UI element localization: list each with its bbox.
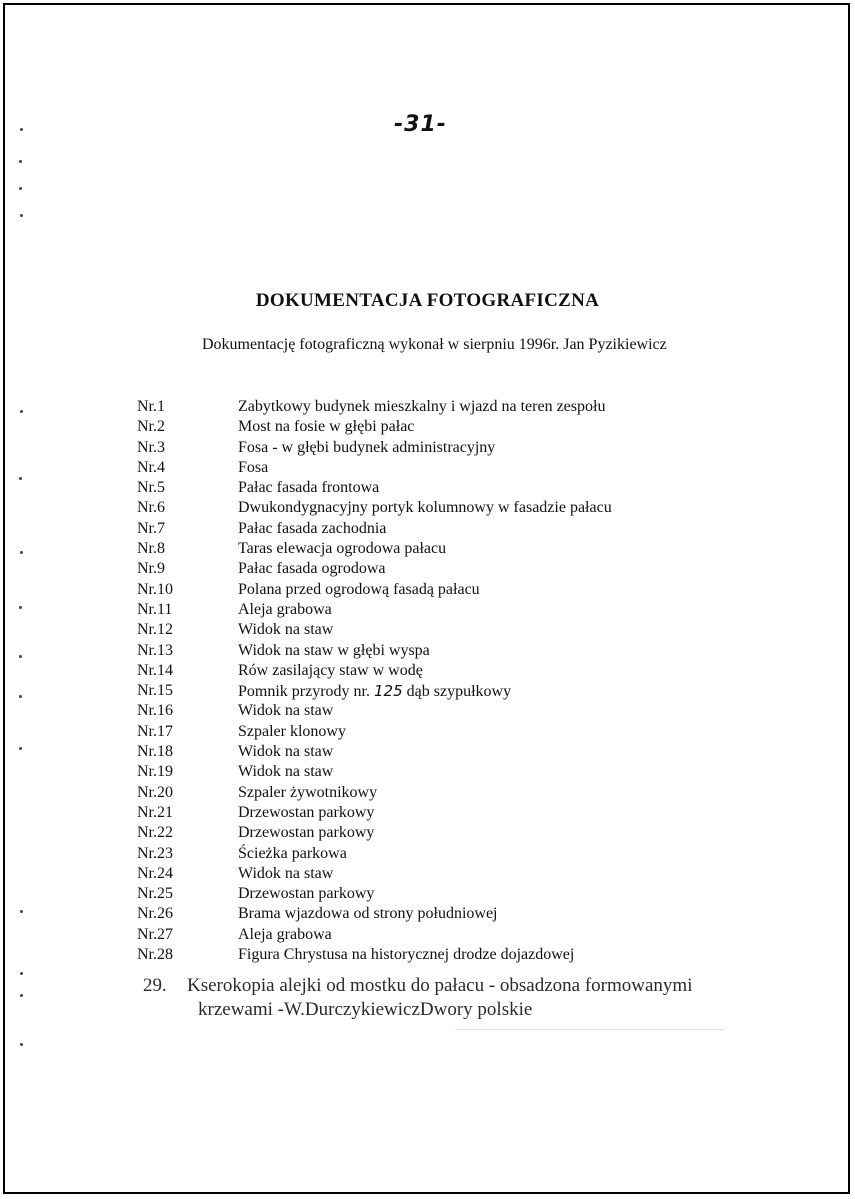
photo-description: Most na fosie w głębi pałac [238, 418, 415, 436]
photo-number: Nr.7 [137, 519, 165, 537]
photo-description: Szpaler klonowy [238, 722, 346, 740]
photo-entry [137, 458, 757, 478]
photo-number: Nr.1 [137, 398, 165, 415]
scan-speck [20, 994, 23, 997]
photo-entry [137, 397, 757, 417]
photo-description: Brama wjazdowa od strony południowej [238, 905, 498, 923]
photo-entry [137, 884, 757, 904]
photo-number: Nr.26 [137, 905, 173, 923]
photo-number: Nr.24 [137, 864, 173, 882]
photo-number: Nr.14 [137, 661, 173, 679]
photo-entry [137, 925, 757, 945]
photo-description: Aleja grabowa [238, 925, 332, 943]
scan-speck [19, 187, 22, 190]
photo-entry [137, 519, 757, 539]
photo-description: Fosa [238, 458, 269, 476]
photo-number: Nr.23 [137, 844, 173, 862]
photo-entry [137, 701, 757, 721]
photo-number: Nr.6 [137, 499, 165, 517]
scan-speck [20, 1043, 23, 1046]
scan-speck [20, 128, 23, 131]
page-number: -31- [394, 112, 447, 137]
photo-description: Szpaler żywotnikowy [238, 783, 378, 801]
photo-number: Nr.4 [137, 458, 165, 476]
photo-description: Rów zasilający staw w wodę [238, 661, 423, 679]
photo-description: Widok na staw w głębi wyspa [238, 641, 430, 659]
photo-description: Pałac fasada ogrodowa [238, 560, 386, 578]
photo-entry [137, 641, 757, 661]
scan-speck [19, 477, 22, 480]
photo-number: Nr.16 [137, 702, 173, 720]
handwritten-number: 125 [374, 682, 403, 701]
photo-number: Nr.22 [137, 824, 173, 842]
photo-entry [137, 864, 757, 884]
photo-number: Nr.3 [137, 438, 165, 456]
photo-entry [137, 559, 757, 579]
photo-description: Widok na staw [238, 702, 334, 720]
photo-entry [137, 844, 757, 864]
faint-divider [455, 1029, 725, 1030]
photo-number: Nr.9 [137, 560, 165, 578]
photo-number: Nr.21 [137, 803, 173, 821]
photo-description: Drzewostan parkowy [238, 803, 375, 821]
photo-entry [137, 620, 757, 640]
photo-number: Nr.17 [137, 722, 173, 740]
photo-entry [137, 742, 757, 762]
photo-description: Dwukondygnacyjny portyk kolumnowy w fasadzie pałacu [238, 499, 612, 517]
xerox-copy-line-2: krzewami -W.DurczykiewiczDwory polskie [198, 999, 533, 1020]
scan-speck [19, 160, 22, 163]
photo-description-part: Pomnik przyrody nr. [238, 683, 370, 701]
scan-speck [19, 747, 22, 750]
photo-entry [137, 498, 757, 518]
photo-number: Nr.8 [137, 540, 165, 558]
xerox-copy-number: 29. [143, 975, 167, 996]
photo-description: Drzewostan parkowy [238, 824, 375, 842]
photo-number: Nr.20 [137, 783, 173, 801]
photo-entry [137, 904, 757, 924]
photo-entry [137, 803, 757, 823]
photo-description [238, 681, 511, 702]
photo-description: Widok na staw [238, 621, 334, 639]
photo-number: Nr.15 [137, 682, 173, 700]
photo-description-part: dąb szypułkowy [406, 683, 512, 701]
document-subtitle: Dokumentację fotograficzną wykonał w sierpniu 1996r. Jan Pyzikiewicz [202, 336, 667, 353]
photo-entry [137, 722, 757, 742]
photo-entry [137, 417, 757, 437]
photo-number: Nr.5 [137, 479, 165, 497]
scan-speck [20, 410, 23, 413]
photo-list [137, 397, 757, 965]
scan-speck [20, 910, 23, 913]
photo-entry [137, 823, 757, 843]
scan-speck [20, 214, 23, 217]
photo-entry [137, 762, 757, 782]
photo-number: Nr.11 [137, 600, 173, 618]
photo-description: Pałac fasada frontowa [238, 479, 380, 497]
photo-description: Taras elewacja ogrodowa pałacu [238, 540, 447, 558]
photo-number: Nr.10 [137, 580, 173, 598]
photo-entry [137, 681, 757, 701]
xerox-copy-line-1 [143, 974, 693, 998]
scan-speck [19, 606, 22, 609]
scan-speck [20, 551, 23, 554]
photo-entry [137, 945, 757, 965]
photo-entry [137, 600, 757, 620]
photo-description: Drzewostan parkowy [238, 885, 375, 903]
photo-number: Nr.13 [137, 641, 173, 659]
photo-description: Ścieżka parkowa [238, 844, 347, 862]
photo-number: Nr.25 [137, 885, 173, 903]
photo-description: Pałac fasada zachodnia [238, 519, 387, 537]
photo-description: Widok na staw [238, 864, 334, 882]
xerox-copy-text: Kserokopia alejki od mostku do pałacu - obsadzona formowanymi [187, 975, 693, 996]
photo-number: Nr.2 [137, 418, 165, 436]
xerox-copy-entry [143, 974, 693, 1022]
photo-number: Nr.12 [137, 621, 173, 639]
photo-number: Nr.27 [137, 925, 173, 943]
photo-description: Widok na staw [238, 763, 334, 781]
photo-description: Aleja grabowa [238, 600, 332, 618]
photo-entry [137, 539, 757, 559]
photo-number: Nr.28 [137, 946, 173, 964]
photo-number: Nr.18 [137, 743, 173, 761]
photo-number: Nr.19 [137, 763, 173, 781]
photo-description: Zabytkowy budynek mieszkalny i wjazd na teren zespołu [238, 398, 606, 415]
scan-speck [19, 695, 22, 698]
photo-entry [137, 478, 757, 498]
photo-description: Figura Chrystusa na historycznej drodze dojazdowej [238, 946, 575, 964]
photo-entry [137, 661, 757, 681]
photo-entry [137, 580, 757, 600]
scan-speck [19, 655, 22, 658]
photo-entry [137, 783, 757, 803]
photo-description: Polana przed ogrodową fasadą pałacu [238, 580, 480, 598]
photo-description: Fosa - w głębi budynek administracyjny [238, 438, 496, 456]
photo-description: Widok na staw [238, 743, 334, 761]
photo-entry [137, 438, 757, 458]
document-title: DOKUMENTACJA FOTOGRAFICZNA [255, 290, 600, 311]
scan-speck [20, 972, 23, 975]
